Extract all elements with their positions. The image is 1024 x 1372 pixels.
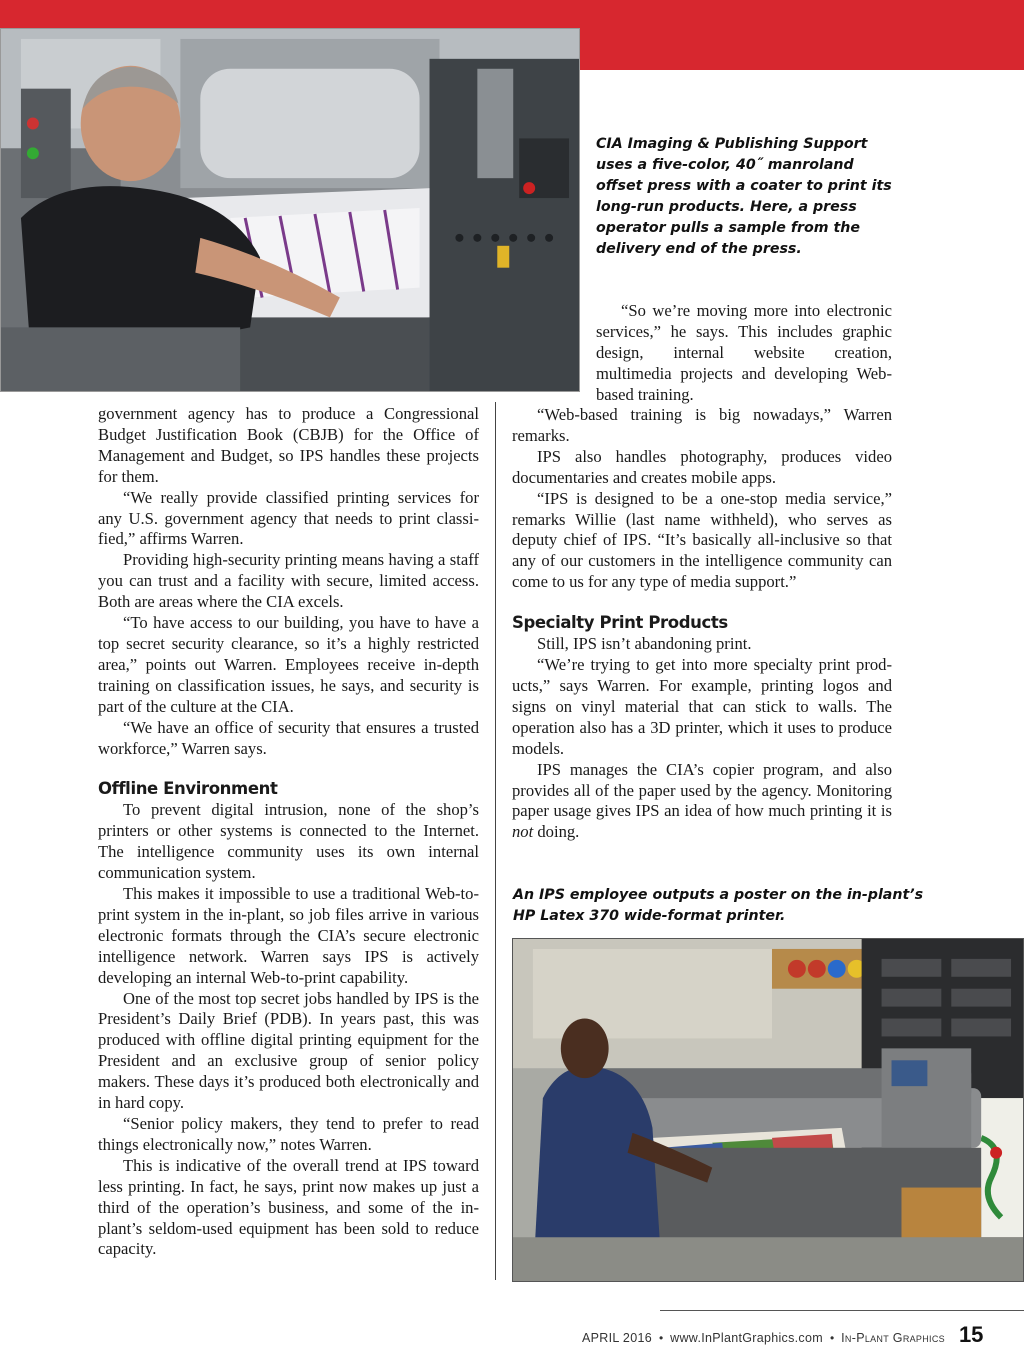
body-paragraph: “We have an office of security that ensures a trusted workforce,” Warren says.: [98, 717, 479, 758]
footer-url: www.InPlantGraphics.com: [670, 1331, 823, 1345]
body-paragraph: “Senior policy makers, they tend to prefer to read things electronically now,” notes Warren.: [98, 1114, 479, 1154]
section-heading-offline: Offline Environment: [98, 779, 278, 799]
bottom-photo-caption: [513, 885, 933, 927]
emphasis-text: not: [512, 822, 534, 842]
body-paragraph: One of the most top secret jobs handled by IPS is the President’s Daily Brief (PDB). In years past, this was produced with offline digital printing equipment for the President and an exclusive group of senior policy makers. These days it’s produced both electronically and in hard copy.: [98, 988, 479, 1113]
body-paragraph: “We’re trying to get into more specialty print products,” says Warren. For example, printing logos and signs on vinyl material that can stick to walls. The operation also has a 3D printer, which it uses to produce models.: [512, 655, 892, 758]
footer-rule: [660, 1310, 1024, 1311]
offset-press-photo: [0, 28, 580, 392]
right-column: [512, 405, 892, 843]
wide-format-printer-photo: [512, 938, 1024, 1282]
right-column-upper: [596, 301, 892, 406]
body-paragraph: This makes it impossible to use a traditional Web-to-print system in the in-plant, so job files arrive in various electronic formats through the CIA’s secure electronic intelligence network. Warren says IPS is actively developing an internal Web-to-print capability.: [98, 884, 479, 987]
body-paragraph: [512, 760, 892, 844]
column-divider: [495, 402, 496, 1280]
footer-date: APRIL 2016: [582, 1331, 652, 1345]
body-paragraph: This is indicative of the overall trend at IPS toward less printing. In fact, he says, print now makes up just a third of the operation’s business, and some of the in-plant’s seldom-used equipment has been sold to reduce capacity.: [98, 1155, 479, 1259]
paragraph-text: doing.: [533, 822, 580, 842]
left-column: [98, 404, 479, 1260]
caption-line: An IPS employee outputs a poster on the in-plant’s: [513, 887, 924, 903]
page-number: 15: [958, 1322, 984, 1347]
paragraph-text: IPS manages the CIA’s copier program, and also provides all of the paper used by the agency. Monitoring paper usage gives IPS an idea of how much printing it is: [512, 759, 892, 821]
page-footer: [582, 1322, 1002, 1346]
top-photo-caption: CIA Imaging & Publishing Support uses a five-color, 40˝ manroland offset press with a coater to print its long-run products. Here, a press operator pulls a sample from the delivery end of the press.: [596, 136, 892, 257]
section-heading-specialty: Specialty Print Products: [512, 613, 728, 633]
body-paragraph: IPS also handles photography, produces video documentaries and creates mobile apps.: [512, 446, 892, 487]
body-paragraph: “We really provide classified printing services for any U.S. government agency that needs to print classified,” affirms Warren.: [98, 487, 479, 549]
body-paragraph: “IPS is designed to be a one-stop media service,” remarks Willie (last name withheld), who serves as deputy chief of IPS. “It’s basically all-inclusive so that any of our customers in the intelligence community can come to us for any type of media support.”: [512, 488, 892, 592]
body-paragraph: government agency has to produce a Congressional Budget Justification Book (CBJB) for the Office of Management and Budget, so IPS handles these projects for them.: [98, 404, 479, 486]
body-paragraph: “So we’re moving more into electronic services,” he says. This includes graphic design, internal website creation, multimedia projects and developing Web-based training.: [596, 301, 892, 404]
body-paragraph: Providing high-security printing means having a staff you can trust and a facility with secure, limited access. Both are areas where the CIA excels.: [98, 550, 479, 612]
body-paragraph: Still, IPS isn’t abandoning print.: [537, 634, 752, 654]
body-paragraph: “To have access to our building, you have to have a top secret security clearance, so it’s a highly restricted area,” points out Warren. Employees receive in-depth training on classification issues, he says, and security is part of the culture at the CIA.: [98, 613, 479, 716]
footer-bullet: •: [829, 1331, 835, 1345]
body-paragraph: “Web-based training is big nowadays,” Warren remarks.: [512, 405, 892, 445]
caption-line: HP Latex 370 wide-format printer.: [513, 908, 786, 924]
body-paragraph: To prevent digital intrusion, none of the shop’s printers or other systems is connected to the Internet. The intelligence community uses its own internal communication system.: [98, 800, 479, 883]
footer-magazine: In-Plant Graphics: [841, 1331, 945, 1345]
footer-bullet: •: [658, 1331, 664, 1345]
